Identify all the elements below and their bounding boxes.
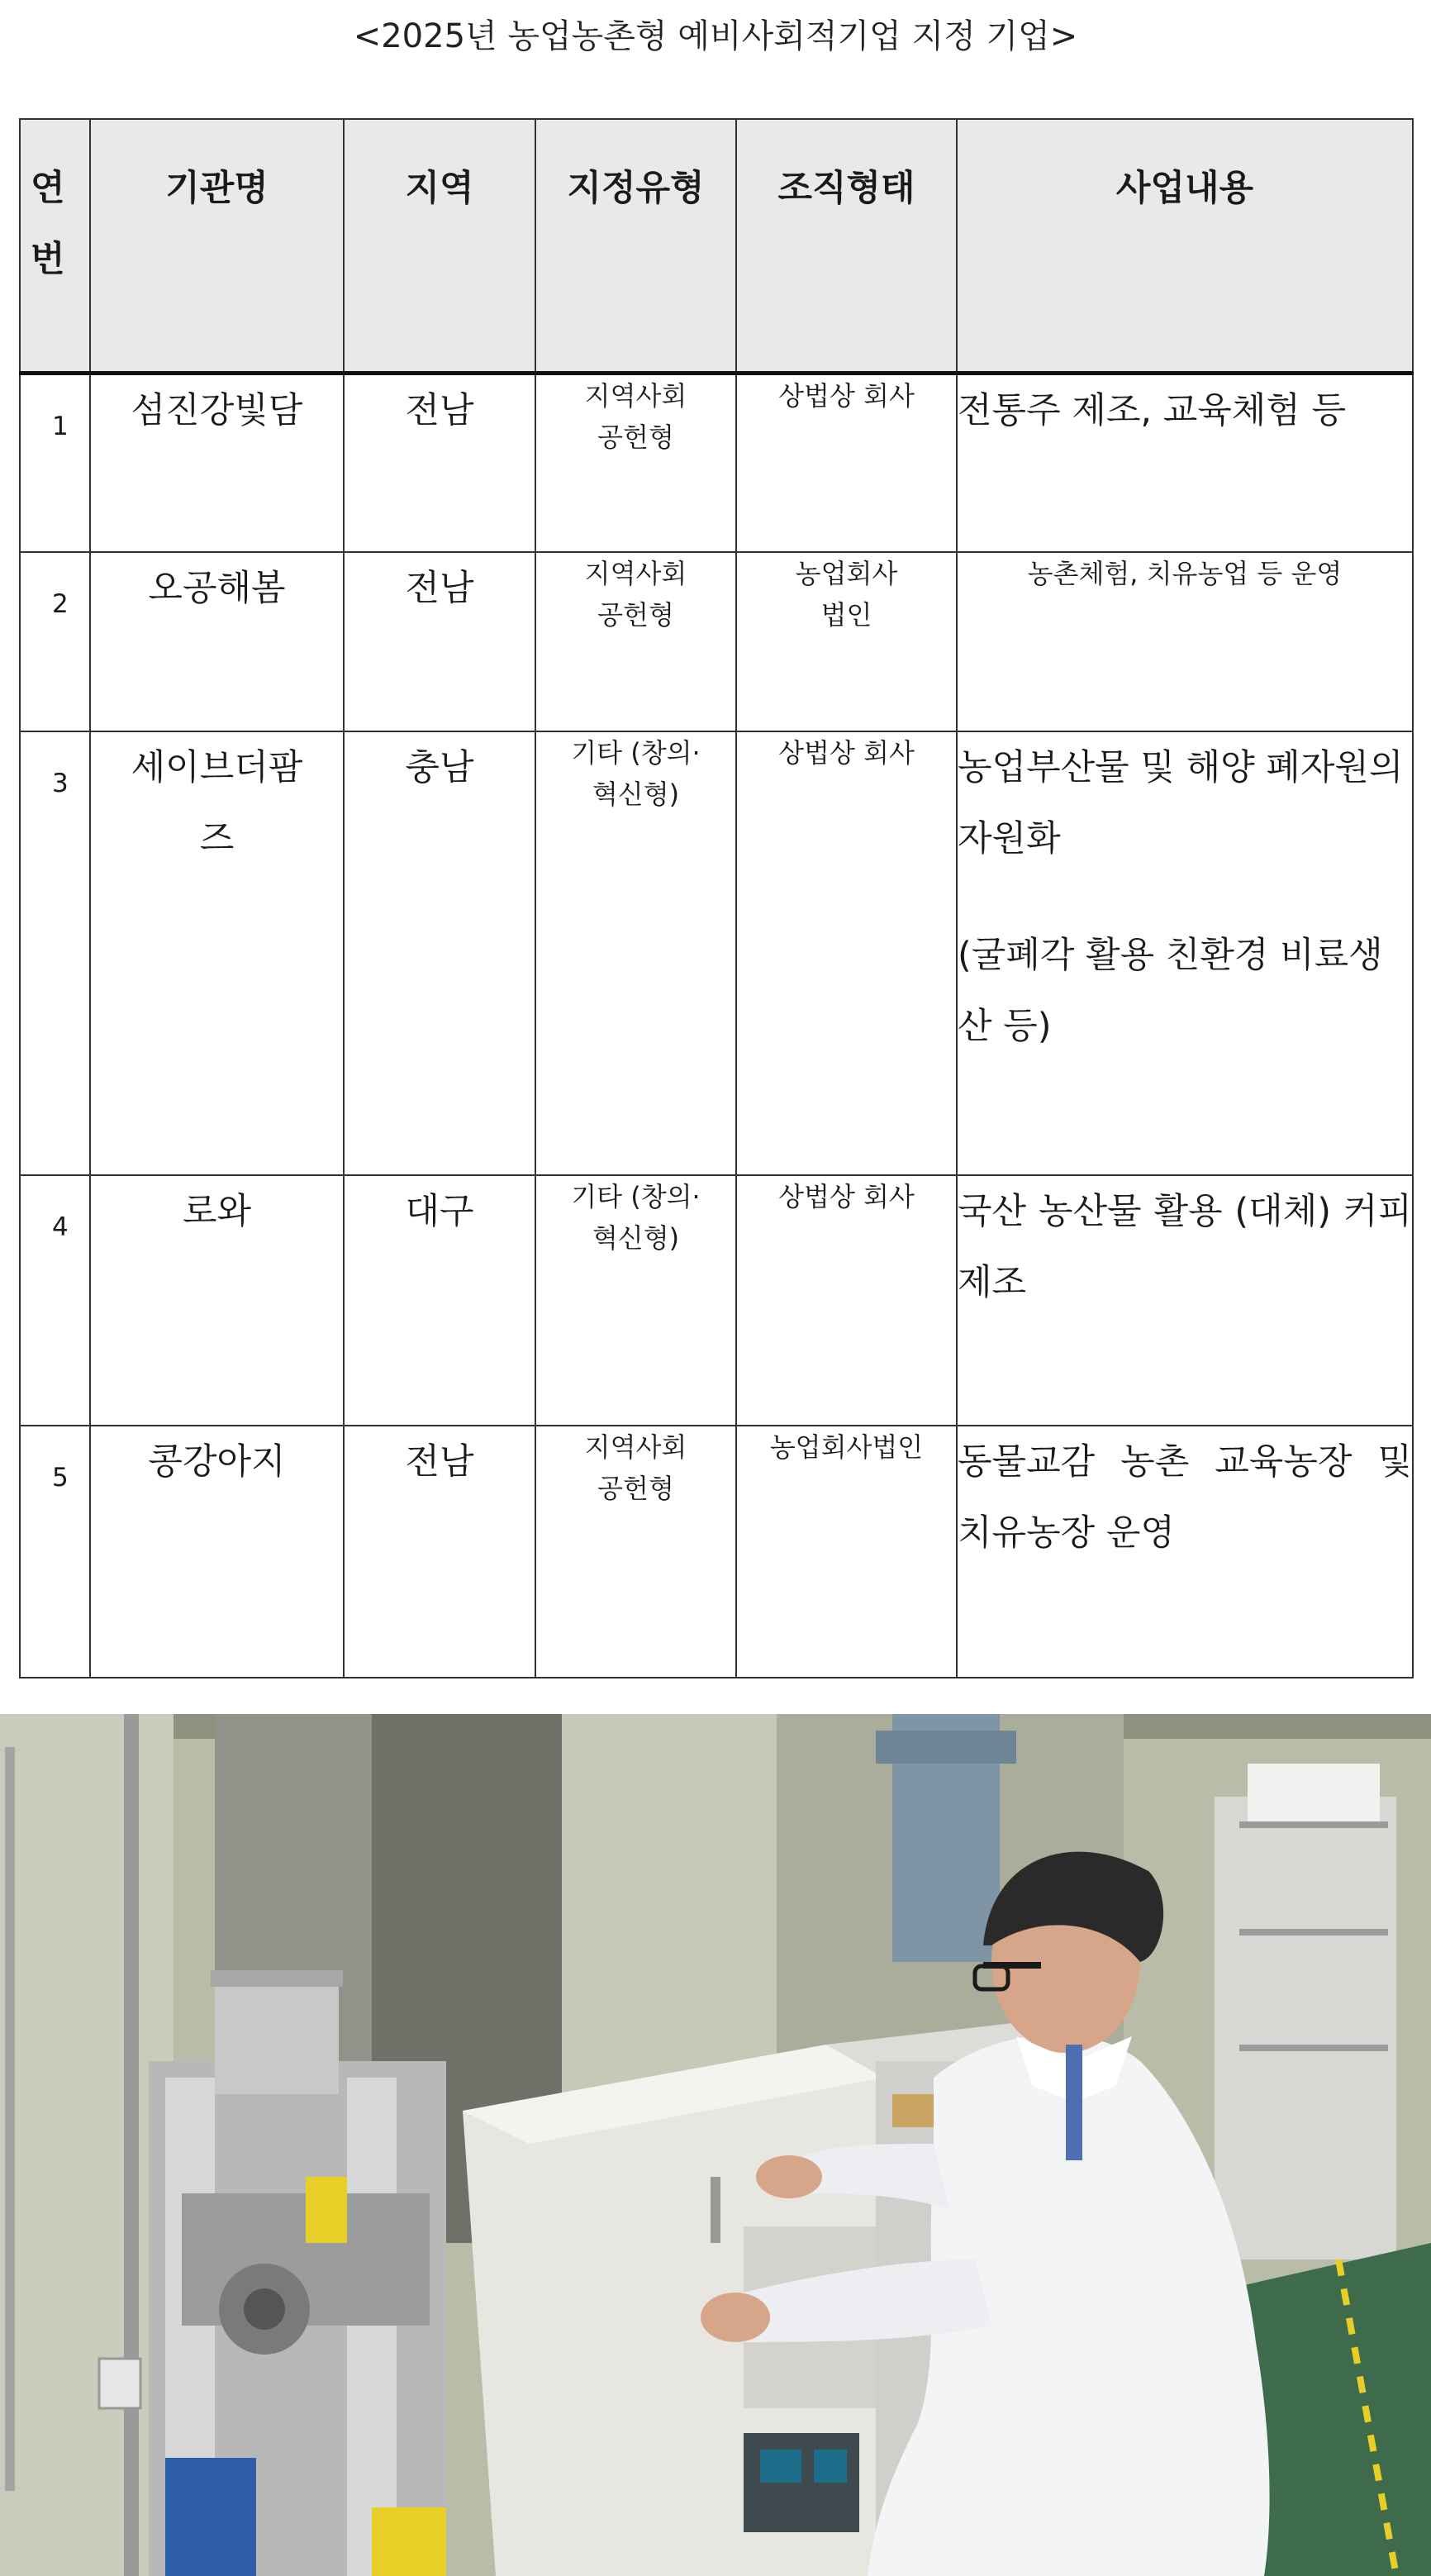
- row-region: 전남: [344, 373, 535, 552]
- row-region: 대구: [344, 1175, 535, 1426]
- row-org: 상법상 회사: [736, 1175, 957, 1426]
- header-type: 지정유형: [535, 119, 736, 373]
- header-org: 조직형태: [736, 119, 957, 373]
- table-row: [20, 552, 1413, 731]
- business-text: 농촌체험, 치유농업 등 운영: [1027, 558, 1343, 589]
- row-name: 콩강아지: [90, 1426, 344, 1678]
- row-no: 5: [20, 1426, 90, 1678]
- row-name: 섬진강빛담: [90, 373, 344, 552]
- row-type: 기타 (창의·혁신형): [535, 1175, 736, 1426]
- row-name: 로와: [90, 1175, 344, 1426]
- row-region: 전남: [344, 552, 535, 731]
- header-region: 지역: [344, 119, 535, 373]
- business-text: 동물교감 농촌 교육농장 및 치유농장 운영: [958, 1441, 1412, 1554]
- business-note: (굴폐각 활용 친환경 비료생산 등): [958, 935, 1383, 1047]
- row-name: 세이브더팜즈: [90, 731, 344, 1175]
- shelf: [1215, 1797, 1396, 2259]
- row-type: 지역사회 공헌형: [535, 552, 736, 731]
- row-org: 농업회사 법인: [736, 552, 957, 731]
- business-text: 전통주 제조, 교육체험 등: [958, 389, 1347, 431]
- table-row: [20, 1426, 1413, 1678]
- header-no: 연번: [20, 119, 90, 373]
- row-org: 농업회사법인: [736, 1426, 957, 1678]
- row-region: 충남: [344, 731, 535, 1175]
- table-row: [20, 1175, 1413, 1426]
- row-business: [957, 731, 1413, 1175]
- header-business: 사업내용: [957, 119, 1413, 373]
- row-no: 3: [20, 731, 90, 1175]
- business-text: 농업부산물 및 해양 폐자원의 자원화: [958, 747, 1404, 859]
- table-row: [20, 731, 1413, 1175]
- social-enterprise-table: [19, 118, 1414, 1678]
- table-header-row: [20, 119, 1413, 373]
- business-text: 국산 농산물 활용 (대체) 커피 제조: [958, 1191, 1412, 1303]
- row-name: 오공해봄: [90, 552, 344, 731]
- row-org: 상법상 회사: [736, 373, 957, 552]
- row-business: [957, 552, 1413, 731]
- header-name: 기관명: [90, 119, 344, 373]
- row-no: 1: [20, 373, 90, 552]
- row-business: [957, 1175, 1413, 1426]
- row-business: [957, 1426, 1413, 1678]
- row-org: 상법상 회사: [736, 731, 957, 1175]
- researcher-operating-machine-image: [0, 1714, 1431, 2576]
- table-row: [20, 373, 1413, 552]
- row-business: [957, 373, 1413, 552]
- lab-photo: [0, 1714, 1431, 2576]
- row-type: 지역사회 공헌형: [535, 1426, 736, 1678]
- row-type: 지역사회 공헌형: [535, 373, 736, 552]
- row-type: 기타 (창의·혁신형): [535, 731, 736, 1175]
- row-region: 전남: [344, 1426, 535, 1678]
- row-no: 2: [20, 552, 90, 731]
- row-no: 4: [20, 1175, 90, 1426]
- table-caption: <2025년 농업농촌형 예비사회적기업 지정 기업>: [353, 17, 1078, 55]
